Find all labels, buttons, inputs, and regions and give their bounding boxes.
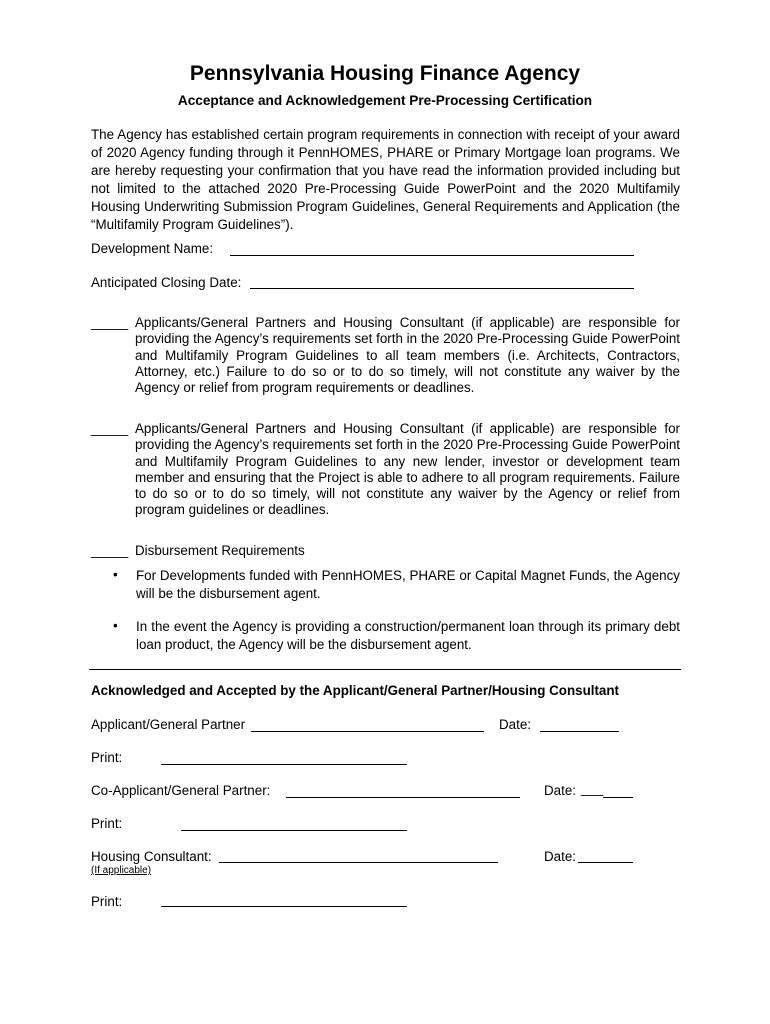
acknowledgement-heading: Acknowledged and Accepted by the Applicant/General Partner/Housing Consultant — [91, 683, 620, 698]
if-applicable-note: (If applicable) — [91, 865, 152, 876]
requirement-text-2: Applicants/General Partners and Housing Consultant (if applicable) are responsible for providing the Agency’s requirements set forth in the 2020 Pre-Processing Guide PowerPoint and Multifamily Program Guidelines to any new lender, investor or development team member and ensuring that the Project is able to adhere to all program requirements. Failure to do so or to do so timely, will not constitute any waiver by the Agency or relief from program guidelines or deadlines. — [135, 421, 680, 518]
co-applicant-label: Co-Applicant/General Partner: — [91, 783, 271, 798]
closing-date-label: Anticipated Closing Date: — [91, 275, 242, 290]
requirement-item-1 — [91, 315, 680, 396]
bullet-text-1: For Developments funded with PennHOMES, PHARE or Capital Magnet Funds, the Agency will be the disbursement agent. — [136, 568, 680, 601]
co-applicant-signature-field[interactable] — [286, 797, 520, 798]
requirement-text-1: Applicants/General Partners and Housing Consultant (if applicable) are responsible for providing the Agency’s requirements set forth in the 2020 Pre-Processing Guide PowerPoint and Multifamily Program Guidelines to all team members (i.e. Architects, Contractors, Attorney, etc.) Failure to do so or to do so timely, will not constitute any waiver by the Agency or relief from program requirements or deadlines. — [135, 315, 680, 396]
applicant-signature-field[interactable] — [251, 731, 484, 732]
date-field-1[interactable] — [540, 731, 619, 732]
date-field-2[interactable] — [603, 797, 633, 798]
checkbox-blank-3[interactable]: _____ — [91, 543, 129, 558]
document-subtitle: Acceptance and Acknowledgement Pre-Processing Certification — [177, 93, 593, 108]
print-field-3[interactable] — [161, 906, 407, 907]
requirement-text-3: Disbursement Requirements — [135, 543, 305, 558]
print-label-3: Print: — [91, 894, 123, 909]
section-divider — [89, 669, 681, 670]
bullet-icon: • — [113, 567, 118, 582]
print-label-2: Print: — [91, 816, 123, 831]
print-field-1[interactable] — [161, 764, 407, 765]
bullet-item-2 — [113, 618, 680, 654]
development-name-label: Development Name: — [91, 241, 214, 256]
checkbox-blank-2[interactable]: _____ — [91, 421, 129, 436]
closing-date-field[interactable] — [250, 288, 634, 289]
print-label-1: Print: — [91, 750, 123, 765]
requirement-item-3 — [91, 543, 680, 559]
document-title: Pennsylvania Housing Finance Agency — [189, 62, 581, 85]
development-name-field[interactable] — [230, 255, 634, 256]
date-blank-2: ___ — [581, 781, 604, 796]
print-field-2[interactable] — [181, 830, 407, 831]
bullet-item-1 — [113, 567, 680, 603]
date-field-3[interactable] — [578, 862, 633, 863]
applicant-label: Applicant/General Partner — [91, 717, 246, 732]
date-label-2: Date: — [544, 783, 577, 798]
consultant-signature-field[interactable] — [219, 862, 498, 863]
consultant-label: Housing Consultant: — [91, 849, 212, 864]
intro-paragraph: The Agency has established certain program requirements in connection with receipt of your award of 2020 Agency funding through it PennHOMES, PHARE or Primary Mortgage loan programs. We are hereby requesting your confirmation that you have read the information provided including but not limited to the attached 2020 Pre-Processing Guide PowerPoint and the 2020 Multifamily Housing Underwriting Submission Program Guidelines, General Requirements and Application (the “Multifamily Program Guidelines”). — [91, 127, 680, 232]
bullet-text-2: In the event the Agency is providing a construction/permanent loan through its primary debt loan product, the Agency will be the disbursement agent. — [136, 619, 680, 652]
date-label-1: Date: — [499, 717, 532, 732]
date-label-3: Date: — [544, 849, 577, 864]
bullet-icon: • — [113, 618, 118, 633]
requirement-item-2 — [91, 421, 680, 519]
checkbox-blank-1[interactable]: _____ — [91, 315, 129, 330]
